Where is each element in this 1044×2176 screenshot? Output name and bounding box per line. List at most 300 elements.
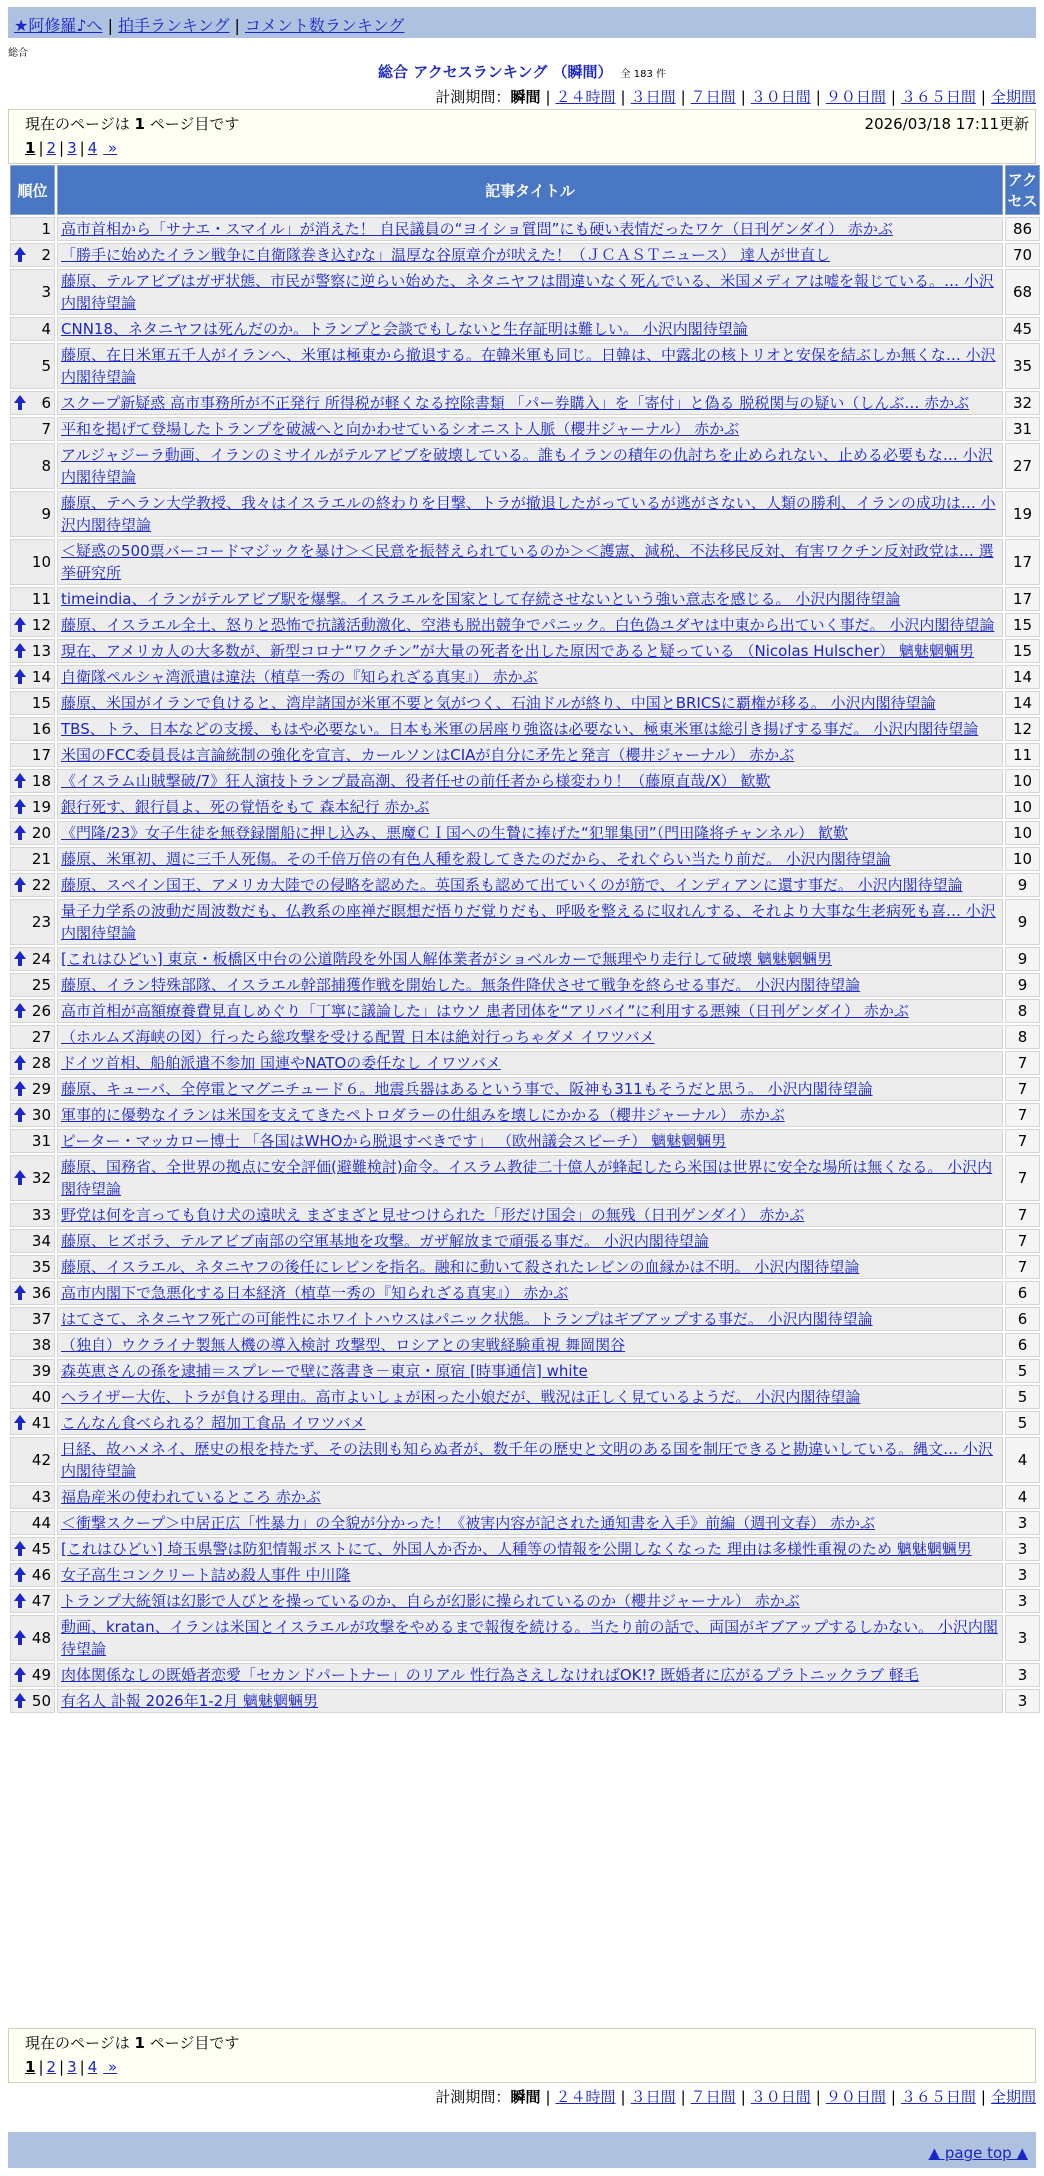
page-link[interactable]: 3	[67, 139, 77, 157]
rank-cell	[10, 947, 55, 971]
article-link[interactable]: ＜疑惑の500票バーコードマジックを暴け＞＜民意を振替えられているのか＞＜護憲、減税、不法移民反対、有害ワクチン反対政党は… 選挙研究所	[61, 542, 994, 582]
rank-up-arrow-icon	[14, 1693, 26, 1709]
article-link[interactable]: [これはひどい] 東京・板橋区中台の公道階段を外国人解体業者がショベルカーで無理やり走行して破壊 魑魅魍魎男	[61, 950, 832, 968]
period-label: 計測期間：	[435, 2088, 511, 2106]
pager-text: ページ目です	[144, 2034, 240, 2052]
access-count: 7	[1005, 1155, 1040, 1201]
article-link[interactable]: 量子力学系の波動だ周波数だも、仏教系の座禅だ瞑想だ悟りだ覚りだも、呼吸を整えるに収れんする、それより大事な生老病死も喜… 小沢内閣待望論	[61, 902, 996, 942]
rank-number: 49	[31, 1666, 51, 1684]
title-cell	[57, 769, 1003, 793]
article-link[interactable]: 藤原、テヘラン大学教授、我々はイスラエルの終わりを目撃、トラが撤退したがっているが逃がさない、人類の勝利、イランの成功は… 小沢内閣待望論	[61, 494, 996, 534]
rank-number: 46	[31, 1566, 51, 1584]
period-current: 瞬間	[510, 2088, 541, 2106]
rank-cell	[10, 1025, 55, 1049]
table-row	[10, 1411, 1040, 1435]
article-link[interactable]: 藤原、イラン特殊部隊、イスラエル幹部捕獲作戦を開始した。無条件降伏させて戦争を終らせる事だ。 小沢内閣待望論	[61, 976, 861, 994]
article-link[interactable]: 藤原、スペイン国王、アメリカ大陸での侵略を認めた。英国系も認めて出ていくのが筋で、インディアンに還す事だ。 小沢内閣待望論	[61, 876, 963, 894]
article-link[interactable]: 福島産米の使われているところ 赤かぶ	[61, 1488, 321, 1506]
page-link[interactable]: 2	[46, 2058, 57, 2076]
rank-number: 5	[41, 357, 51, 375]
rank-up-arrow-icon	[14, 1541, 26, 1557]
title-cell	[57, 1537, 1003, 1561]
article-link[interactable]: ヘライザー大佐、トラが負ける理由。高市よいしょが困った小娘だが、戦況は正しく見ているようだ。 小沢内閣待望論	[61, 1388, 861, 1406]
table-row	[10, 1025, 1040, 1049]
rank-up-arrow-icon	[14, 1567, 26, 1583]
rank-number: 39	[31, 1362, 51, 1380]
rank-number: 40	[31, 1388, 51, 1406]
rank-number: 30	[31, 1106, 51, 1124]
page-current: 1	[25, 139, 36, 157]
table-row	[10, 1511, 1040, 1535]
period-link[interactable]: ７日間	[690, 2088, 736, 2106]
table-row	[10, 769, 1040, 793]
title-cell	[57, 1203, 1003, 1227]
title-cell	[57, 443, 1003, 489]
article-link[interactable]: トランプ大統領は幻影で人びとを操っているのか、自らが幻影に操られているのか（櫻井ジャーナル） 赤かぶ	[61, 1592, 800, 1610]
rank-up-arrow-icon	[14, 669, 26, 685]
rank-cell	[10, 1129, 55, 1153]
rank-up-arrow-icon	[14, 1630, 26, 1646]
article-link[interactable]: 藤原、米軍初、週に三千人死傷。その千倍万倍の有色人種を殺してきたのだから、それぐらい当たり前だ。 小沢内閣待望論	[61, 850, 891, 868]
rank-cell	[10, 1229, 55, 1253]
access-count: 10	[1005, 847, 1040, 871]
access-count: 9	[1005, 973, 1040, 997]
footer-bar	[8, 2132, 1036, 2168]
table-row	[10, 539, 1040, 585]
rank-number: 14	[31, 668, 51, 686]
title-cell	[57, 1663, 1003, 1687]
rank-number: 38	[31, 1336, 51, 1354]
rank-number: 20	[31, 824, 51, 842]
total-count: 全 183 件	[620, 69, 666, 80]
rank-number: 11	[31, 590, 51, 608]
access-count: 6	[1005, 1307, 1040, 1331]
period-link[interactable]: ３日間	[630, 2088, 676, 2106]
page-link[interactable]: 4	[87, 139, 98, 157]
ranking-title: 総合 アクセスランキング （瞬間）	[378, 63, 613, 81]
access-count: 7	[1005, 1229, 1040, 1253]
page-title	[0, 61, 1044, 82]
rank-up-arrow-icon	[14, 1107, 26, 1123]
rank-cell	[10, 391, 55, 415]
pager-current-page: 1	[134, 115, 145, 133]
article-link[interactable]: 有名人 訃報 2026年1-2月 魑魅魍魎男	[61, 1692, 318, 1710]
rank-number: 15	[31, 694, 51, 712]
page-link[interactable]: 4	[87, 2058, 98, 2076]
title-cell	[57, 1307, 1003, 1331]
title-cell	[57, 947, 1003, 971]
rank-number: 48	[31, 1629, 51, 1647]
page-separator: |	[79, 139, 85, 157]
rank-cell	[10, 1689, 55, 1713]
period-current: 瞬間	[510, 88, 541, 106]
title-cell	[57, 1615, 1003, 1661]
article-link[interactable]: 森英恵さんの孫を逮捕＝スプレーで壁に落書き－東京・原宿 [時事通信] white	[61, 1362, 588, 1380]
rank-cell	[10, 217, 55, 241]
article-link[interactable]: 高市内閣下で急悪化する日本経済（植草一秀の『知られざる真実』） 赤かぶ	[61, 1284, 569, 1302]
rank-number: 9	[41, 505, 51, 523]
table-row	[10, 847, 1040, 871]
table-row	[10, 1203, 1040, 1227]
clap-ranking-link[interactable]: 拍手ランキング	[117, 16, 230, 35]
nav-separator: |	[234, 16, 240, 35]
article-link[interactable]: ピーター・マッカロー博士 「各国はWHOから脱退すべきです」 （欧州議会スピーチ） 魑魅魍魎男	[61, 1132, 727, 1150]
rank-up-arrow-icon	[14, 1593, 26, 1609]
period-link[interactable]: 全期間	[990, 2088, 1036, 2106]
title-cell	[57, 1129, 1003, 1153]
period-separator: |	[980, 2088, 986, 2106]
rank-cell	[10, 1203, 55, 1227]
table-row	[10, 821, 1040, 845]
rank-cell	[10, 317, 55, 341]
rank-number: 27	[31, 1028, 51, 1046]
title-cell	[57, 317, 1003, 341]
page-link[interactable]: 3	[67, 2058, 77, 2076]
article-link[interactable]: 高市首相から「サナエ・スマイル」が消えた！ 自民議員の“ヨイショ質問”にも硬い表情だったワケ（日刊ゲンダイ） 赤かぶ	[61, 220, 893, 238]
rank-number: 32	[31, 1169, 51, 1187]
title-cell	[57, 1689, 1003, 1713]
table-row	[10, 973, 1040, 997]
rank-cell	[10, 1563, 55, 1587]
table-row	[10, 717, 1040, 741]
page-current: 1	[25, 2058, 36, 2076]
access-count: 5	[1005, 1385, 1040, 1409]
rank-cell	[10, 1333, 55, 1357]
table-row	[10, 999, 1040, 1023]
rank-cell	[10, 873, 55, 897]
rank-cell	[10, 443, 55, 489]
table-row	[10, 639, 1040, 663]
period-separator: |	[890, 88, 896, 106]
rank-cell	[10, 821, 55, 845]
article-link[interactable]: [これはひどい] 埼玉県警は防犯情報ポストにて、外国人か否か、人種等の情報を公開しなくなった 理由は多様性重視のため 魑魅魍魎男	[61, 1540, 972, 1558]
access-count: 32	[1005, 391, 1040, 415]
access-count: 6	[1005, 1281, 1040, 1305]
table-row	[10, 1103, 1040, 1127]
page-link[interactable]: 2	[46, 139, 57, 157]
table-row	[10, 1537, 1040, 1561]
article-link[interactable]: 《イスラム山賊撃破/7》狂人演技トランプ最高潮、役者任せの前任者から様変わり！（藤原直哉/X） 歓歎	[61, 772, 771, 790]
period-link[interactable]: ２４時間	[555, 88, 616, 106]
table-row	[10, 1689, 1040, 1713]
article-link[interactable]: 藤原、国務省、全世界の拠点に安全評価(避難検討)命令。イスラム教徒二十億人が蜂起したら米国は世界に安全な場所は無くなる。 小沢内閣待望論	[61, 1158, 993, 1198]
article-link[interactable]: 軍事的に優勢なイランは米国を支えてきたペトロダラーの仕組みを壊しにかかる（櫻井ジャーナル） 赤かぶ	[61, 1106, 785, 1124]
article-link[interactable]: 女子高生コンクリート詰め殺人事件 中川隆	[61, 1566, 351, 1584]
pager-bottom	[8, 2028, 1036, 2083]
access-count: 7	[1005, 1129, 1040, 1153]
access-count: 3	[1005, 1537, 1040, 1561]
rank-up-arrow-icon	[14, 1003, 26, 1019]
access-count: 8	[1005, 1025, 1040, 1049]
rank-number: 37	[31, 1310, 51, 1328]
article-link[interactable]: こんなん食べられる？超加工食品 イワツバメ	[61, 1414, 366, 1432]
period-link[interactable]: ２４時間	[555, 2088, 616, 2106]
title-cell	[57, 1051, 1003, 1075]
article-link[interactable]: 高市首相が高額療養費見直しめぐり「丁寧に議論した」はウソ 患者団体を“アリバイ”に利用する悪辣（日刊ゲンダイ） 赤かぶ	[61, 1002, 909, 1020]
access-count: 7	[1005, 1255, 1040, 1279]
rank-cell	[10, 417, 55, 441]
rank-cell	[10, 1537, 55, 1561]
article-link[interactable]: ＜衝撃スクープ＞中居正広「性暴力」の全貌が分かった！《被害内容が記された通知書を入手》前編（週刊文春） 赤かぶ	[61, 1514, 876, 1532]
article-link[interactable]: 藤原、キューバ、全停電とマグニチュード６。地震兵器はあるという事で、阪神も311もそうだと思う。 小沢内閣待望論	[61, 1080, 873, 1098]
rank-number: 29	[31, 1080, 51, 1098]
access-count: 3	[1005, 1689, 1040, 1713]
access-count: 7	[1005, 1103, 1040, 1127]
access-count: 14	[1005, 691, 1040, 715]
rank-cell	[10, 1411, 55, 1435]
page-separator: |	[59, 2058, 65, 2076]
period-link[interactable]: 全期間	[990, 88, 1036, 106]
article-link[interactable]: 藤原、ヒズボラ、テルアビブ南部の空軍基地を攻撃。ガザ解放まで頑張る事だ。 小沢内閣待望論	[61, 1232, 709, 1250]
article-link[interactable]: 日経、故ハメネイ、歴史の根を持たず、その法則も知らぬ者が、数千年の歴史と文明のある国を制圧できると勘違いしている。縄文… 小沢内閣待望論	[61, 1440, 993, 1480]
rank-cell	[10, 1103, 55, 1127]
table-row	[10, 1281, 1040, 1305]
period-link[interactable]: ３６５日間	[900, 2088, 976, 2106]
rank-number: 6	[41, 394, 51, 412]
table-row	[10, 1485, 1040, 1509]
article-link[interactable]: 現在、アメリカ人の大多数が、新型コロナ“ワクチン”が大量の死者を出した原因であると疑っている （Nicolas Hulscher） 魑魅魍魎男	[61, 642, 974, 660]
period-separator: |	[620, 88, 626, 106]
article-link[interactable]: 米国のFCC委員長は言論統制の強化を宣言、カールソンはCIAが自分に矛先と発言（櫻井ジャーナル） 赤かぶ	[61, 746, 795, 764]
period-link[interactable]: ３０日間	[750, 88, 811, 106]
home-link[interactable]: ★阿修羅♪へ	[14, 16, 103, 35]
table-row	[10, 1077, 1040, 1101]
rank-up-arrow-icon	[14, 643, 26, 659]
comment-ranking-link[interactable]: コメント数ランキング	[244, 16, 405, 35]
title-cell	[57, 665, 1003, 689]
rank-cell	[10, 795, 55, 819]
table-row	[10, 1255, 1040, 1279]
article-link[interactable]: アルジャジーラ動画、イランのミサイルがテルアビブを破壊している。誰もイランの積年の仇討ちを止められない、止める必要もな… 小沢内閣待望論	[61, 446, 993, 486]
article-link[interactable]: 《門隆/23》女子生徒を無登録闇船に押し込み、悪魔ＣＩ国への生贄に捧げた“犯罪集団”（門田隆将チャンネル） 歓歎	[61, 824, 848, 842]
title-cell	[57, 821, 1003, 845]
title-cell	[57, 269, 1003, 315]
rank-number: 50	[31, 1692, 51, 1710]
table-row	[10, 587, 1040, 611]
article-link[interactable]: はてさて、ネタニヤフ死亡の可能性にホワイトハウスはパニック状態。トランプはギブアップする事だ。 小沢内閣待望論	[61, 1310, 873, 1328]
title-cell	[57, 691, 1003, 715]
title-cell	[57, 743, 1003, 767]
article-link[interactable]: 銀行死す、銀行員よ、死の覚悟をもて 森本紀行 赤かぶ	[61, 798, 430, 816]
rank-up-arrow-icon	[14, 825, 26, 841]
page-separator: |	[79, 2058, 85, 2076]
table-row	[10, 1307, 1040, 1331]
period-link[interactable]: ７日間	[690, 88, 736, 106]
rank-number: 8	[41, 457, 51, 475]
pager-text: 現在のページは	[25, 115, 135, 133]
rank-number: 4	[41, 320, 51, 338]
title-cell	[57, 1589, 1003, 1613]
rank-cell	[10, 1437, 55, 1483]
rank-cell	[10, 343, 55, 389]
access-count: 68	[1005, 269, 1040, 315]
rank-up-arrow-icon	[14, 1081, 26, 1097]
table-row	[10, 691, 1040, 715]
table-row	[10, 1359, 1040, 1383]
title-header: 記事タイトル	[57, 165, 1003, 215]
article-link[interactable]: 動画、kratan、イランは米国とイスラエルが攻撃をやめるまで報復を続ける。当たり前の話で、両国がギブアップするしかない。 小沢内閣待望論	[61, 1618, 998, 1658]
access-count: 3	[1005, 1589, 1040, 1613]
article-link[interactable]: 藤原、イスラエル全土、怒りと恐怖で抗議活動激化、空港も脱出競争でパニック。白色偽ユダヤは中東から出ていく事だ。 小沢内閣待望論	[61, 616, 995, 634]
rank-number: 18	[31, 772, 51, 790]
pager-text: ページ目です	[144, 115, 240, 133]
access-count: 14	[1005, 665, 1040, 689]
rank-cell	[10, 1155, 55, 1201]
access-count: 3	[1005, 1663, 1040, 1687]
rank-cell	[10, 613, 55, 637]
article-link[interactable]: 自衛隊ペルシャ湾派遣は違法（植草一秀の『知られざる真実』） 赤かぶ	[61, 668, 538, 686]
page-separator: |	[59, 139, 65, 157]
table-row	[10, 1333, 1040, 1357]
article-link[interactable]: スクープ新疑惑 高市事務所が不正発行 所得税が軽くなる控除書類 「パー券購入」を「寄付」と偽る 脱税関与の疑い（しんぶ… 赤かぶ	[61, 394, 970, 412]
title-cell	[57, 613, 1003, 637]
access-count: 8	[1005, 999, 1040, 1023]
rank-number: 42	[31, 1451, 51, 1469]
table-row	[10, 795, 1040, 819]
title-cell	[57, 1155, 1003, 1201]
period-link[interactable]: ３６５日間	[900, 88, 976, 106]
article-link[interactable]: （ホルムズ海峡の図）行ったら総攻撃を受ける配置 日本は絶対行っちゃダメ イワツバメ	[61, 1028, 655, 1046]
article-link[interactable]: 藤原、イスラエル、ネタニヤフの後任にレビンを指名。融和に動いて殺されたレビンの血縁かは不明。 小沢内閣待望論	[61, 1258, 860, 1276]
article-link[interactable]: 肉体関係なしの既婚者恋愛「セカンドパートナー」のリアル 性行為さえしなければOK!? 既婚者に広がるプラトニックラブ 軽毛	[61, 1666, 919, 1684]
title-cell	[57, 873, 1003, 897]
title-cell	[57, 795, 1003, 819]
period-link[interactable]: ９０日間	[825, 2088, 886, 2106]
title-cell	[57, 1281, 1003, 1305]
access-count: 10	[1005, 769, 1040, 793]
period-separator: |	[815, 88, 821, 106]
table-row	[10, 1385, 1040, 1409]
period-link[interactable]: ３日間	[630, 88, 676, 106]
access-count: 10	[1005, 821, 1040, 845]
rank-cell	[10, 1615, 55, 1661]
pager-current-page: 1	[134, 2034, 145, 2052]
title-cell	[57, 1485, 1003, 1509]
table-row	[10, 1663, 1040, 1687]
title-cell	[57, 1333, 1003, 1357]
title-cell	[57, 1229, 1003, 1253]
period-separator: |	[815, 2088, 821, 2106]
rank-number: 31	[31, 1132, 51, 1150]
rank-cell	[10, 973, 55, 997]
rank-cell	[10, 1077, 55, 1101]
rank-number: 25	[31, 976, 51, 994]
rank-number: 45	[31, 1540, 51, 1558]
rank-number: 1	[41, 220, 51, 238]
table-row	[10, 443, 1040, 489]
article-link[interactable]: （独自）ウクライナ製無人機の導入検討 攻撃型、ロシアとの実戦経験重視 舞岡関谷	[61, 1336, 626, 1354]
next-page-link[interactable]: »	[103, 2058, 118, 2076]
title-cell	[57, 1437, 1003, 1483]
title-cell	[57, 217, 1003, 241]
rank-cell	[10, 899, 55, 945]
next-page-link[interactable]: »	[103, 139, 118, 157]
rank-cell	[10, 587, 55, 611]
article-link[interactable]: 藤原、テルアビブはガザ状態、市民が警察に逆らい始めた、ネタニヤフは間違いなく死んでいる、米国メディアは嘘を報じている。… 小沢内閣待望論	[61, 272, 994, 312]
rank-up-arrow-icon	[14, 877, 26, 893]
table-row	[10, 1051, 1040, 1075]
period-label: 計測期間：	[435, 88, 511, 106]
rank-number: 19	[31, 798, 51, 816]
rank-number: 35	[31, 1258, 51, 1276]
access-count: 70	[1005, 243, 1040, 267]
rank-number: 28	[31, 1054, 51, 1072]
table-row	[10, 1589, 1040, 1613]
table-row	[10, 1129, 1040, 1153]
rank-number: 26	[31, 1002, 51, 1020]
table-row	[10, 269, 1040, 315]
title-cell	[57, 1511, 1003, 1535]
access-count: 10	[1005, 795, 1040, 819]
article-link[interactable]: CNN18、ネタニヤフは死んだのか。トランプと会談でもしないと生存証明は難しい。 小沢内閣待望論	[61, 320, 748, 338]
rank-number: 22	[31, 876, 51, 894]
table-row	[10, 343, 1040, 389]
title-cell	[57, 539, 1003, 585]
table-row	[10, 1437, 1040, 1483]
rank-cell	[10, 1051, 55, 1075]
nav-separator: |	[107, 16, 113, 35]
rank-up-arrow-icon	[14, 1055, 26, 1071]
access-count: 19	[1005, 491, 1040, 537]
article-link[interactable]: 「勝手に始めたイラン戦争に自衛隊巻き込むな」温厚な谷原章介が吠えた！（ＪＣＡＳＴニュース） 達人が世直し	[61, 246, 831, 264]
article-link[interactable]: timeindia、イランがテルアビブ駅を爆撃。イスラエルを国家として存続させないという強い意志を感じる。 小沢内閣待望論	[61, 590, 901, 608]
period-separator: |	[740, 2088, 746, 2106]
page-top-link[interactable]: ▲ page top ▲	[928, 2144, 1028, 2162]
table-row	[10, 1563, 1040, 1587]
rank-number: 13	[31, 642, 51, 660]
title-cell	[57, 1103, 1003, 1127]
access-count: 11	[1005, 743, 1040, 767]
article-link[interactable]: 平和を掲げて登場したトランプを破滅へと向かわせているシオニスト人脈（櫻井ジャーナル） 赤かぶ	[61, 420, 740, 438]
table-row	[10, 491, 1040, 537]
article-link[interactable]: TBS、トラ、日本などの支援、もはや必要ない。日本も米軍の居座り強盗は必要ない、極東米軍は総引き揚げする事だ。 小沢内閣待望論	[61, 720, 979, 738]
article-link[interactable]: ドイツ首相、船舶派遣不参加 国連やNATOの委任なし イワツバメ	[61, 1054, 501, 1072]
title-cell	[57, 1563, 1003, 1587]
period-separator: |	[890, 2088, 896, 2106]
title-cell	[57, 1077, 1003, 1101]
top-nav-bar	[8, 7, 1036, 38]
pager-top	[8, 109, 1036, 164]
title-cell	[57, 1411, 1003, 1435]
rank-cell	[10, 769, 55, 793]
access-count: 6	[1005, 1333, 1040, 1357]
table-row	[10, 613, 1040, 637]
rank-cell	[10, 639, 55, 663]
period-link[interactable]: ９０日間	[825, 88, 886, 106]
access-count: 15	[1005, 639, 1040, 663]
pager-status	[25, 2032, 1019, 2053]
access-count: 4	[1005, 1485, 1040, 1509]
rank-number: 2	[41, 246, 51, 264]
period-link[interactable]: ３０日間	[750, 2088, 811, 2106]
period-selector-bottom	[435, 2086, 1036, 2107]
table-row	[10, 217, 1040, 241]
access-count: 35	[1005, 343, 1040, 389]
title-cell	[57, 391, 1003, 415]
rank-number: 23	[31, 913, 51, 931]
table-header-row	[10, 165, 1040, 215]
rank-cell	[10, 665, 55, 689]
rank-up-arrow-icon	[14, 247, 26, 263]
ranking-table	[8, 163, 1042, 1715]
rank-up-arrow-icon	[14, 395, 26, 411]
article-link[interactable]: 藤原、米国がイランで負けると、湾岸諸国が米軍不要と気がつく、石油ドルが終り、中国とBRICSに覇権が移る。 小沢内閣待望論	[61, 694, 936, 712]
article-link[interactable]: 藤原、在日米軍五千人がイランへ、米軍は極東から撤退する。在韓米軍も同じ。日韓は、中露北の核トリオと安保を結ぶしか無くな… 小沢内閣待望論	[61, 346, 996, 386]
table-row	[10, 243, 1040, 267]
rank-up-arrow-icon	[14, 1170, 26, 1186]
title-cell	[57, 417, 1003, 441]
article-link[interactable]: 野党は何を言っても負け犬の遠吠え まざまざと見せつけられた「形だけ国会」の無残（日刊ゲンダイ） 赤かぶ	[61, 1206, 805, 1224]
